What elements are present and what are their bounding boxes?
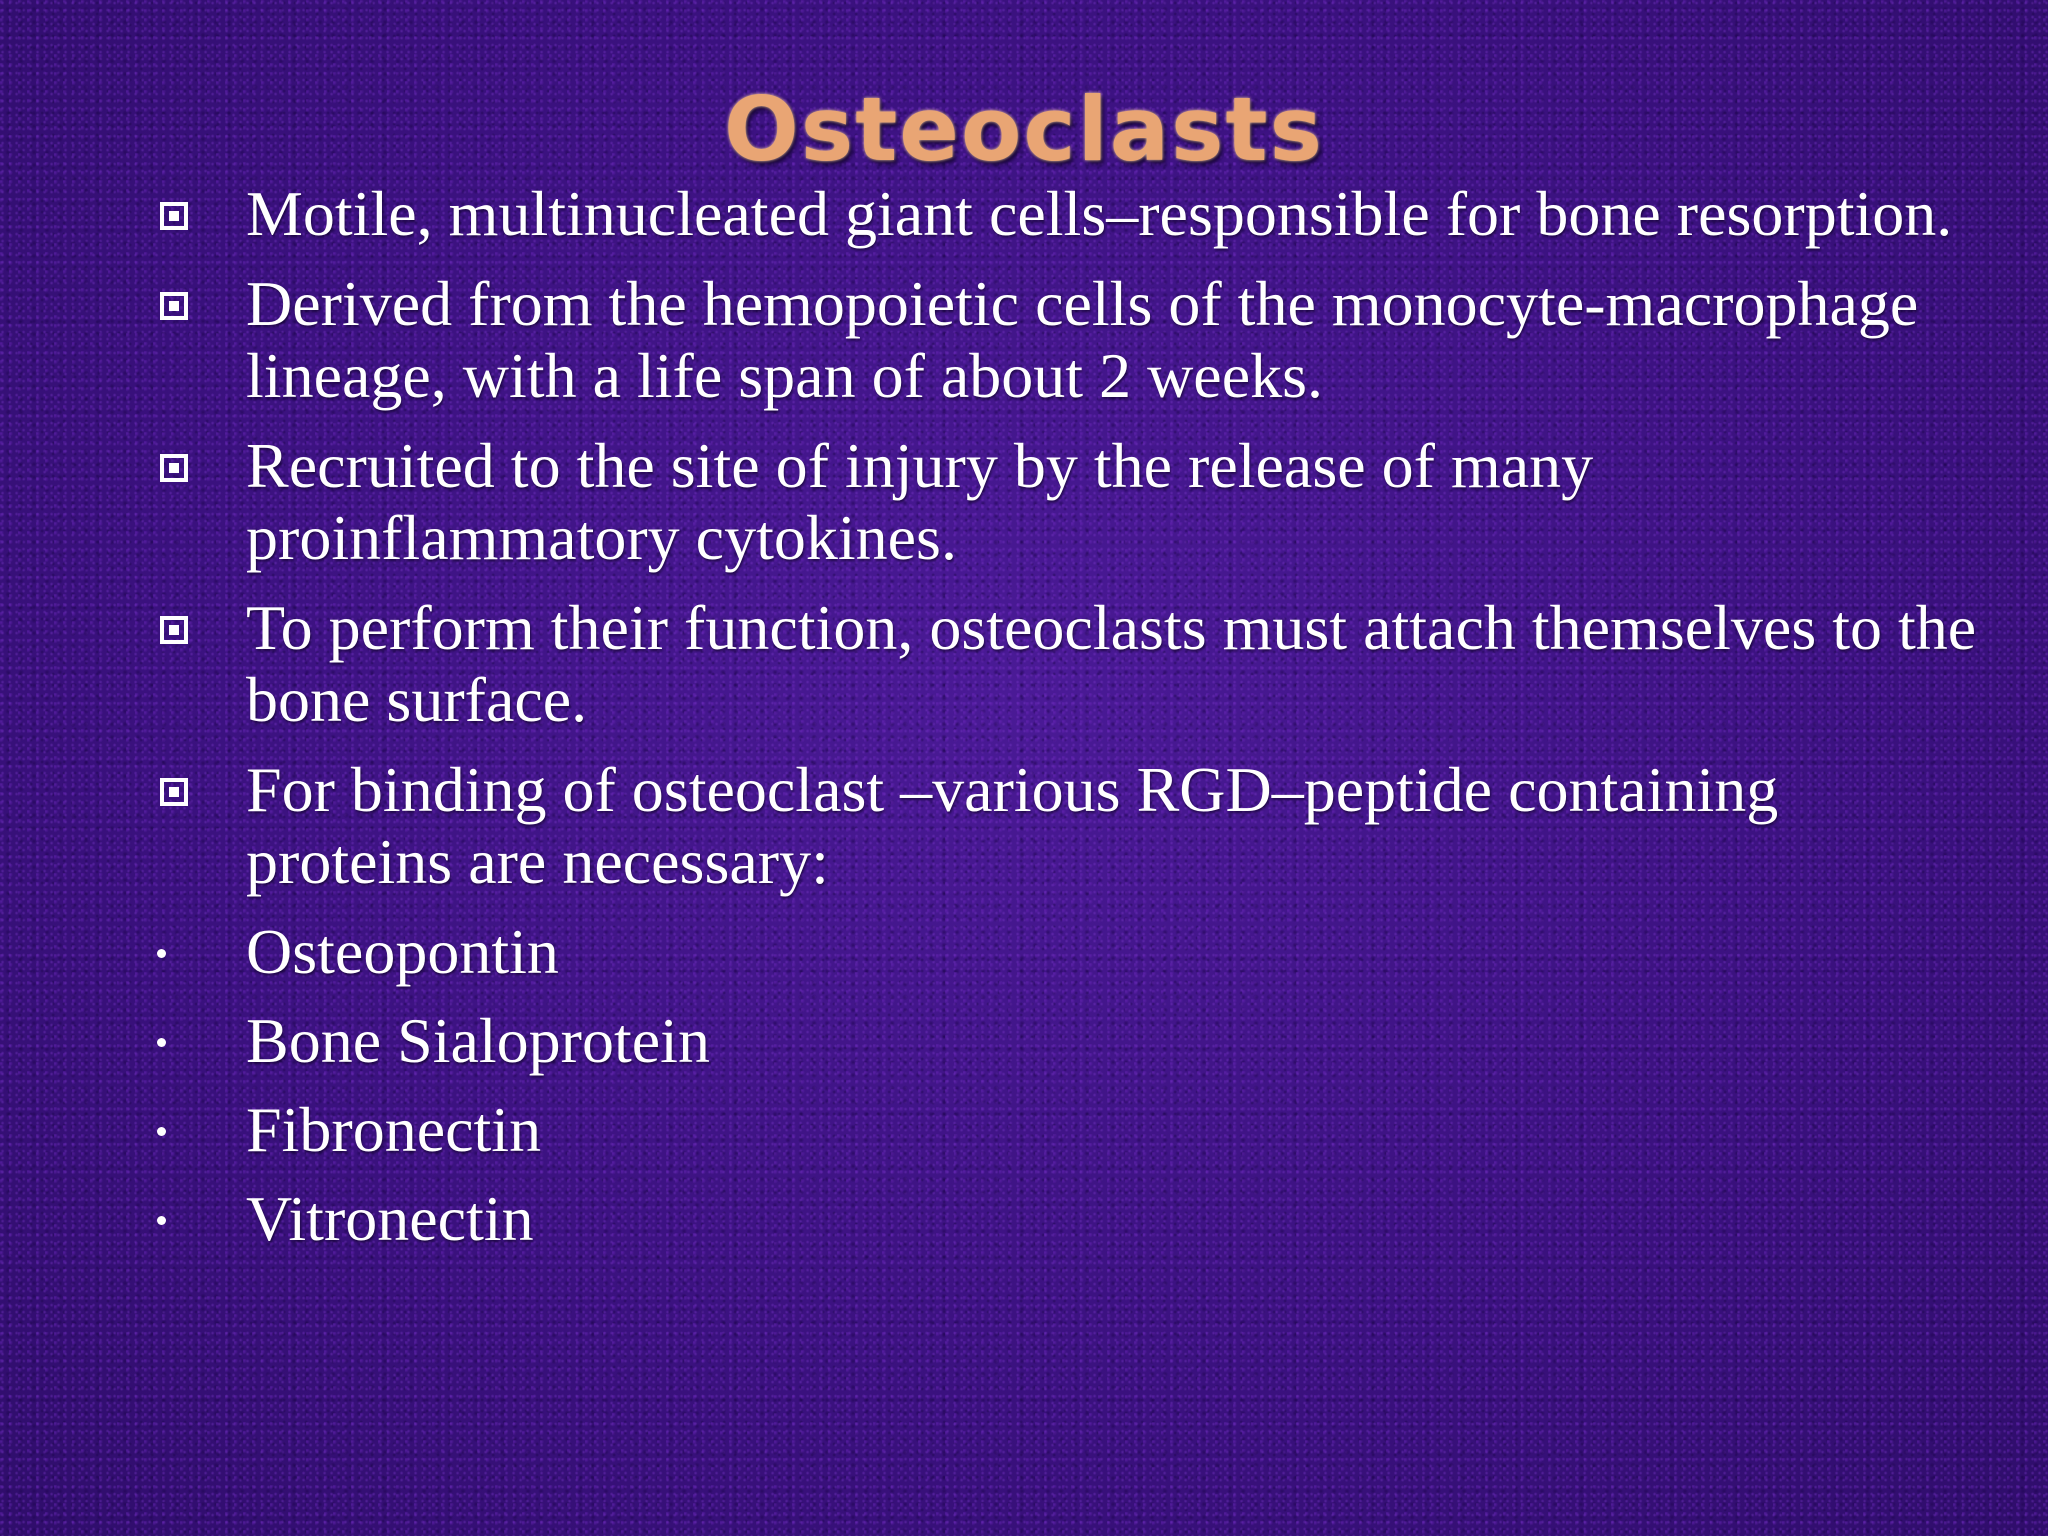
square-bullet-icon — [160, 616, 188, 644]
sub-list-item — [0, 1094, 2048, 1166]
sub-item-text: Osteopontin — [246, 916, 559, 987]
sub-list-item — [0, 916, 2048, 988]
bullet-item — [0, 592, 2048, 736]
sub-item-text: Vitronectin — [246, 1183, 534, 1254]
bullet-item — [0, 430, 2048, 574]
bullet-item — [0, 754, 2048, 898]
square-bullet-icon — [160, 292, 188, 320]
bullet-list — [0, 178, 2048, 1272]
square-bullet-icon — [160, 202, 188, 230]
sub-item-text: Fibronectin — [246, 1094, 542, 1165]
bullet-item — [0, 178, 2048, 250]
dot-bullet-icon — [157, 1127, 166, 1136]
bullet-text: For binding of osteoclast –various RGD–peptide containing proteins are necessary: — [246, 754, 1779, 897]
dot-bullet-icon — [157, 949, 166, 958]
sub-item-text: Bone Sialoprotein — [246, 1005, 710, 1076]
sub-list-item — [0, 1005, 2048, 1077]
bullet-text: Motile, multinucleated giant cells–responsible for bone resorption. — [246, 178, 1953, 249]
bullet-text: Recruited to the site of injury by the release of many proinflammatory cytokines. — [246, 430, 1594, 573]
dot-bullet-icon — [157, 1038, 166, 1047]
bullet-text: Derived from the hemopoietic cells of the monocyte-macrophage lineage, with a life span of about 2 weeks. — [246, 268, 1919, 411]
slide-title: Osteoclasts — [724, 78, 1324, 181]
sub-list-item — [0, 1183, 2048, 1255]
dot-bullet-icon — [157, 1216, 166, 1225]
bullet-text: To perform their function, osteoclasts must attach themselves to the bone surface. — [246, 592, 1977, 735]
square-bullet-icon — [160, 778, 188, 806]
bullet-item — [0, 268, 2048, 412]
square-bullet-icon — [160, 454, 188, 482]
